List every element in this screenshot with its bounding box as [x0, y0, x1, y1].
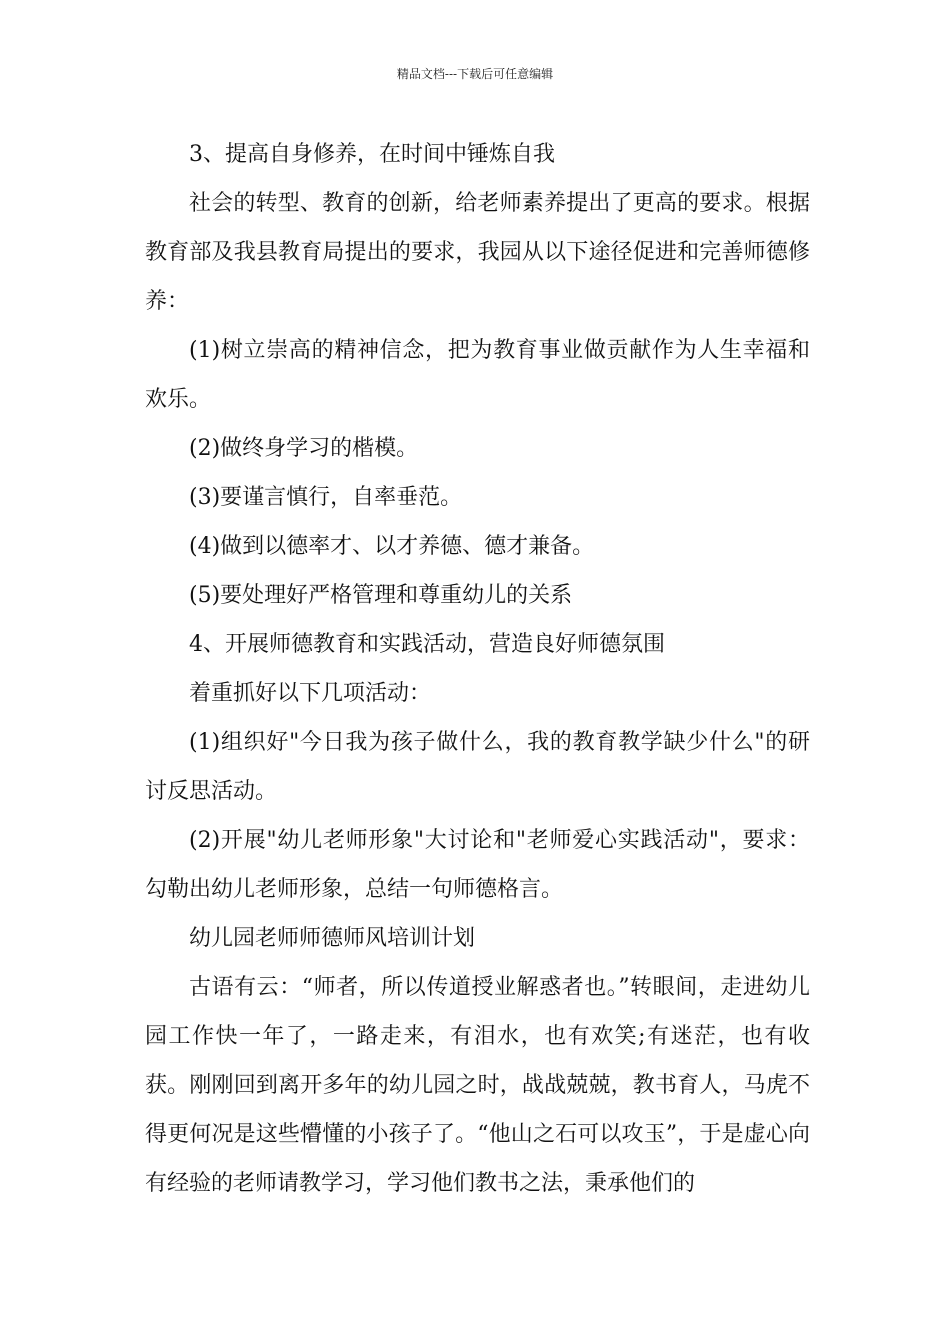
list-item: (1)组织好"今日我为孩子做什么，我的教育教学缺少什么"的研讨反思活动。 [145, 730, 810, 804]
section-heading-3: 3、提高自身修养，在时间中锤炼自我 [189, 142, 555, 167]
list-item: (5)要处理好严格管理和尊重幼儿的关系 [189, 583, 573, 608]
paragraph: 着重抓好以下几项活动： [189, 681, 432, 706]
document-body [145, 130, 810, 1208]
list-item: (3)要谨言慎行，自率垂范。 [189, 485, 463, 510]
paragraph: 社会的转型、教育的创新，给老师素养提出了更高的要求。根据教育部及我县教育局提出的要求，我园从以下途径促进和完善师德修养： [145, 191, 810, 314]
list-item: (2)做终身学习的楷模。 [189, 436, 419, 461]
section-heading-4: 4、开展师德教育和实践活动，营造良好师德氛围 [189, 632, 665, 657]
document-title: 幼儿园老师师德师风培训计划 [189, 926, 476, 951]
page-header: 精品文档---下载后可任意编辑 [396, 67, 554, 81]
list-item: (4)做到以德率才、以才养德、德才兼备。 [189, 534, 595, 559]
paragraph: 古语有云：“师者，所以传道授业解惑者也。”转眼间，走进幼儿园工作快一年了，一路走来，有泪水，也有欢笑;有迷茫，也有收获。刚刚回到离开多年的幼儿园之时，战战兢兢，教书育人，马虎不得更何况是这些懵懂的小孩子了。“他山之石可以攻玉”，于是虚心向有经验的老师请教学习，学习他们教书之法，秉承他们的 [145, 975, 810, 1196]
list-item: (2)开展"幼儿老师形象"大讨论和"老师爱心实践活动"，要求：勾勒出幼儿老师形象，总结一句师德格言。 [145, 828, 810, 902]
list-item: (1)树立崇高的精神信念，把为教育事业做贡献作为人生幸福和欢乐。 [145, 338, 810, 412]
